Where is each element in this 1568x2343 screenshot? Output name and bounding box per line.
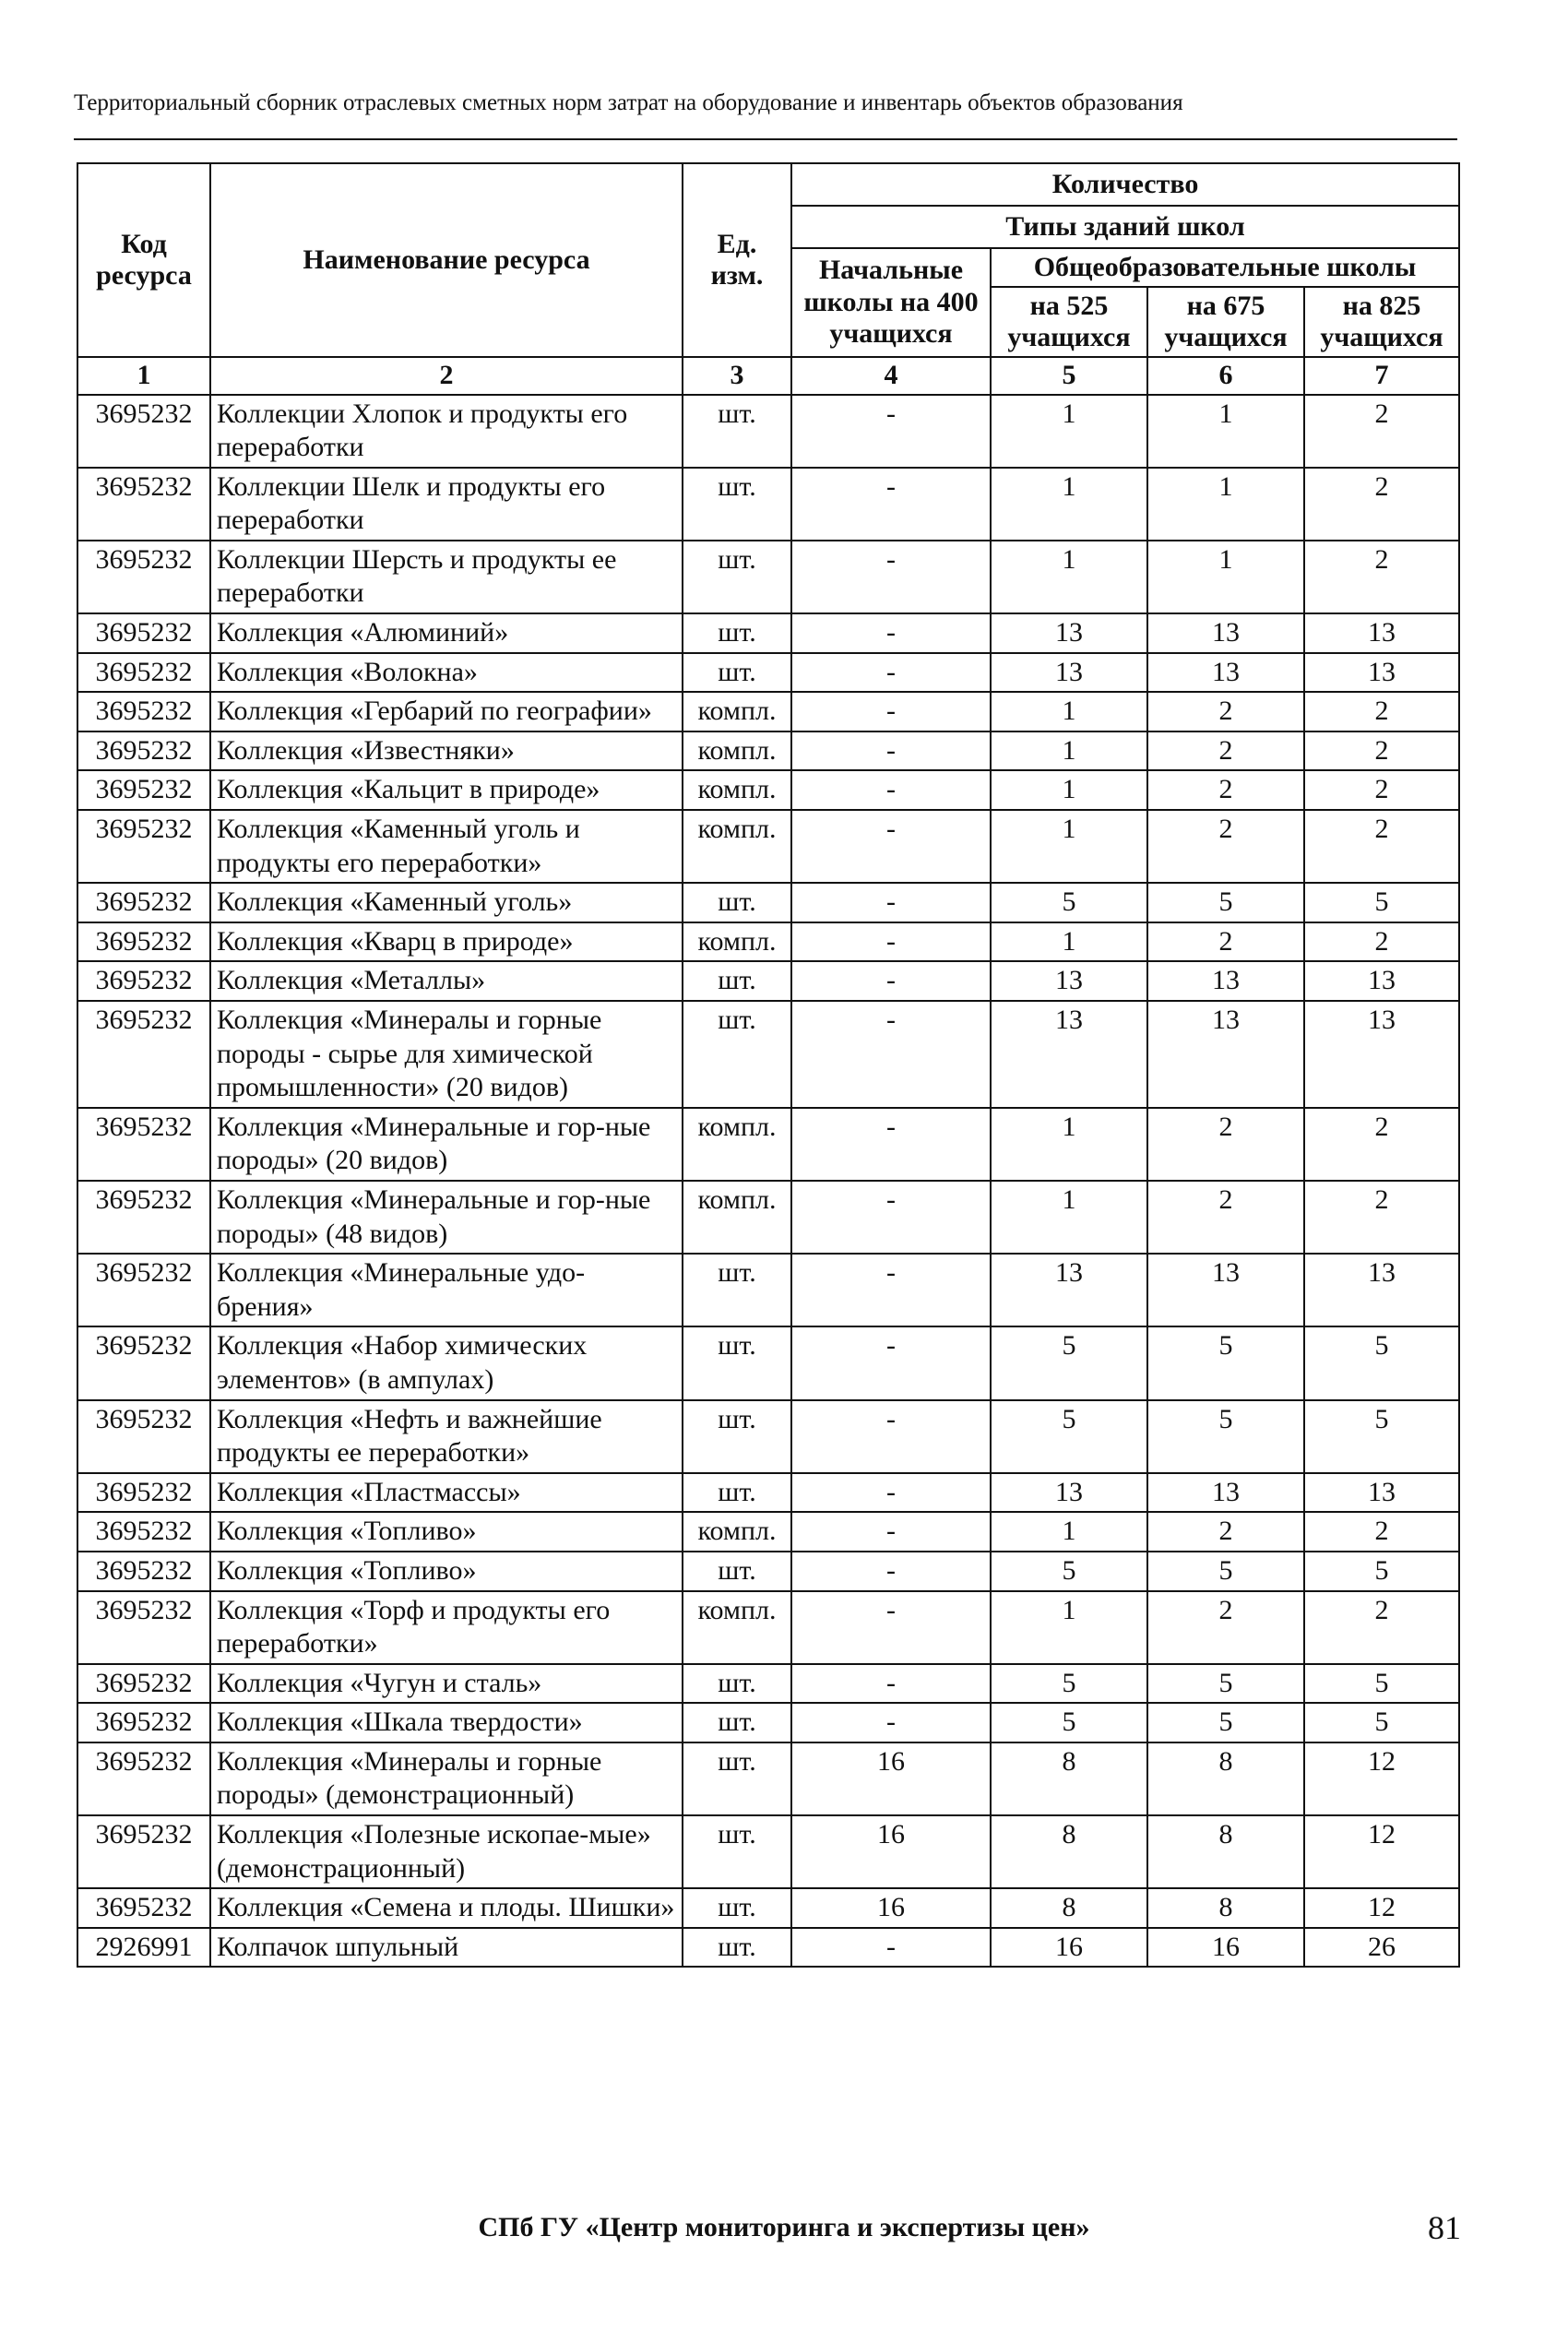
unit-cell: шт. [683, 1326, 791, 1399]
qty-675: 2 [1147, 1512, 1304, 1552]
qty-825: 2 [1304, 810, 1459, 883]
resource-code: 3695232 [77, 1400, 210, 1473]
header-unit: Ед. изм. [683, 163, 791, 357]
qty-400: 16 [791, 1742, 991, 1815]
unit-cell: шт. [683, 961, 791, 1001]
qty-400: - [791, 1473, 991, 1513]
qty-400: - [791, 1512, 991, 1552]
qty-675: 2 [1147, 922, 1304, 962]
qty-400: - [791, 1928, 991, 1968]
header-primary-school: Начальные школы на 400 учащихся [791, 248, 991, 357]
resource-name: Коллекция «Семена и плоды. Шишки» [210, 1888, 683, 1928]
qty-400: - [791, 653, 991, 693]
column-number-row [77, 357, 1459, 395]
qty-825: 5 [1304, 1664, 1459, 1704]
unit-cell: шт. [683, 1473, 791, 1513]
unit-cell: шт. [683, 541, 791, 613]
resource-code: 3695232 [77, 1254, 210, 1326]
unit-cell: шт. [683, 653, 791, 693]
qty-525: 13 [991, 961, 1147, 1001]
qty-525: 13 [991, 1254, 1147, 1326]
resource-code: 3695232 [77, 883, 210, 922]
qty-825: 2 [1304, 1591, 1459, 1664]
unit-cell: шт. [683, 1254, 791, 1326]
table-row [77, 1664, 1459, 1704]
resource-name: Коллекция «Известняки» [210, 731, 683, 771]
qty-400: 16 [791, 1888, 991, 1928]
resource-code: 3695232 [77, 1888, 210, 1928]
unit-cell: компл. [683, 770, 791, 810]
resource-name: Коллекция «Полезные ископае-мые» (демонстрационный) [210, 1815, 683, 1888]
resource-code: 3695232 [77, 395, 210, 468]
table-row [77, 1326, 1459, 1399]
qty-525: 1 [991, 395, 1147, 468]
qty-400: - [791, 613, 991, 653]
table-row [77, 883, 1459, 922]
resource-code: 3695232 [77, 1326, 210, 1399]
qty-525: 8 [991, 1815, 1147, 1888]
page-header-title: Территориальный сборник отраслевых сметных норм затрат на оборудование и инвентарь объектов образования [74, 90, 1183, 115]
column-number: 7 [1304, 357, 1459, 395]
table-row [77, 731, 1459, 771]
table-row [77, 613, 1459, 653]
resource-code: 3695232 [77, 1512, 210, 1552]
qty-825: 12 [1304, 1742, 1459, 1815]
qty-525: 1 [991, 922, 1147, 962]
resource-name: Коллекция «Кварц в природе» [210, 922, 683, 962]
qty-825: 5 [1304, 883, 1459, 922]
qty-825: 13 [1304, 653, 1459, 693]
qty-825: 5 [1304, 1552, 1459, 1591]
resource-name: Коллекция «Минеральные и гор-ные породы» (48 видов) [210, 1181, 683, 1254]
unit-cell: шт. [683, 395, 791, 468]
table-row [77, 1591, 1459, 1664]
qty-675: 13 [1147, 653, 1304, 693]
unit-cell: компл. [683, 922, 791, 962]
qty-675: 2 [1147, 1591, 1304, 1664]
qty-525: 1 [991, 1512, 1147, 1552]
qty-400: - [791, 692, 991, 731]
header-825: на 825 учащихся [1304, 287, 1459, 357]
unit-cell: шт. [683, 613, 791, 653]
unit-cell: шт. [683, 1928, 791, 1968]
resource-name: Коллекция «Волокна» [210, 653, 683, 693]
header-general-school: Общеобразовательные школы [991, 248, 1459, 287]
resource-code: 3695232 [77, 1181, 210, 1254]
unit-cell: компл. [683, 1181, 791, 1254]
qty-825: 2 [1304, 922, 1459, 962]
qty-825: 5 [1304, 1326, 1459, 1399]
qty-525: 1 [991, 1181, 1147, 1254]
qty-675: 1 [1147, 541, 1304, 613]
resource-name: Коллекция «Минеральные и гор-ные породы» (20 видов) [210, 1108, 683, 1181]
qty-400: - [791, 1254, 991, 1326]
header-divider [74, 138, 1457, 140]
qty-525: 1 [991, 468, 1147, 541]
qty-525: 1 [991, 541, 1147, 613]
unit-cell: шт. [683, 1001, 791, 1108]
header-name: Наименование ресурса [210, 163, 683, 357]
resource-name: Коллекция «Торф и продукты его переработки» [210, 1591, 683, 1664]
resource-name: Коллекция «Каменный уголь и продукты его переработки» [210, 810, 683, 883]
resource-code: 3695232 [77, 922, 210, 962]
qty-675: 5 [1147, 1664, 1304, 1704]
header-quantity: Количество [791, 163, 1459, 206]
qty-400: - [791, 961, 991, 1001]
qty-825: 12 [1304, 1815, 1459, 1888]
qty-675: 8 [1147, 1742, 1304, 1815]
table-row [77, 1181, 1459, 1254]
resource-code: 3695232 [77, 1473, 210, 1513]
qty-675: 16 [1147, 1928, 1304, 1968]
table-row [77, 1254, 1459, 1326]
qty-525: 1 [991, 692, 1147, 731]
unit-cell: компл. [683, 810, 791, 883]
qty-675: 5 [1147, 883, 1304, 922]
qty-825: 2 [1304, 731, 1459, 771]
qty-825: 13 [1304, 1254, 1459, 1326]
qty-675: 2 [1147, 770, 1304, 810]
unit-cell: компл. [683, 1108, 791, 1181]
resource-name: Коллекция «Металлы» [210, 961, 683, 1001]
resource-name: Коллекция «Чугун и сталь» [210, 1664, 683, 1704]
resource-name: Коллекция «Алюминий» [210, 613, 683, 653]
qty-675: 13 [1147, 1001, 1304, 1108]
qty-825: 2 [1304, 770, 1459, 810]
resource-name: Коллекция «Пластмассы» [210, 1473, 683, 1513]
qty-525: 8 [991, 1888, 1147, 1928]
table-row [77, 1400, 1459, 1473]
resource-name: Коллекция «Минеральные удо-брения» [210, 1254, 683, 1326]
resource-code: 3695232 [77, 1703, 210, 1742]
column-number: 6 [1147, 357, 1304, 395]
header-code: Код ресурса [77, 163, 210, 357]
qty-400: - [791, 1001, 991, 1108]
resource-code: 3695232 [77, 770, 210, 810]
resource-code: 3695232 [77, 692, 210, 731]
qty-525: 8 [991, 1742, 1147, 1815]
qty-825: 13 [1304, 613, 1459, 653]
table-row [77, 1928, 1459, 1968]
unit-cell: шт. [683, 883, 791, 922]
table-row [77, 1815, 1459, 1888]
resource-name: Коллекции Шерсть и продукты ее переработки [210, 541, 683, 613]
resource-code: 3695232 [77, 653, 210, 693]
qty-675: 2 [1147, 1108, 1304, 1181]
qty-400: - [791, 1400, 991, 1473]
resource-code: 3695232 [77, 1742, 210, 1815]
table-row [77, 1108, 1459, 1181]
unit-cell: шт. [683, 1400, 791, 1473]
header-building-types: Типы зданий школ [791, 206, 1459, 248]
qty-675: 13 [1147, 1473, 1304, 1513]
qty-675: 5 [1147, 1326, 1304, 1399]
footer-organization: СПб ГУ «Центр мониторинга и экспертизы цен» [478, 2212, 1090, 2242]
qty-525: 5 [991, 1703, 1147, 1742]
unit-cell: компл. [683, 692, 791, 731]
resource-code: 3695232 [77, 1108, 210, 1181]
unit-cell: шт. [683, 1742, 791, 1815]
table-row [77, 1888, 1459, 1928]
table-body [77, 395, 1459, 1968]
table-row [77, 692, 1459, 731]
qty-525: 1 [991, 810, 1147, 883]
resource-name: Коллекция «Каменный уголь» [210, 883, 683, 922]
qty-825: 26 [1304, 1928, 1459, 1968]
qty-400: - [791, 883, 991, 922]
column-number: 2 [210, 357, 683, 395]
qty-675: 5 [1147, 1400, 1304, 1473]
qty-675: 2 [1147, 1181, 1304, 1254]
resource-name: Колпачок шпульный [210, 1928, 683, 1968]
column-number: 4 [791, 357, 991, 395]
qty-675: 5 [1147, 1552, 1304, 1591]
table-row [77, 541, 1459, 613]
qty-675: 2 [1147, 692, 1304, 731]
resource-code: 3695232 [77, 541, 210, 613]
qty-825: 2 [1304, 1512, 1459, 1552]
qty-400: - [791, 1181, 991, 1254]
qty-400: - [791, 1108, 991, 1181]
resource-code: 3695232 [77, 961, 210, 1001]
qty-825: 2 [1304, 395, 1459, 468]
resource-name: Коллекции Хлопок и продукты его переработки [210, 395, 683, 468]
qty-525: 1 [991, 1108, 1147, 1181]
qty-825: 5 [1304, 1400, 1459, 1473]
resource-code: 3695232 [77, 1001, 210, 1108]
qty-675: 2 [1147, 810, 1304, 883]
table-row [77, 1512, 1459, 1552]
resource-name: Коллекция «Шкала твердости» [210, 1703, 683, 1742]
qty-400: - [791, 541, 991, 613]
resource-code: 3695232 [77, 613, 210, 653]
qty-825: 13 [1304, 961, 1459, 1001]
table-row [77, 922, 1459, 962]
resource-table [77, 162, 1460, 1968]
qty-825: 2 [1304, 541, 1459, 613]
resource-name: Коллекция «Минералы и горные породы» (демонстрационный) [210, 1742, 683, 1815]
qty-675: 1 [1147, 468, 1304, 541]
qty-525: 13 [991, 1001, 1147, 1108]
qty-825: 13 [1304, 1001, 1459, 1108]
table-row [77, 1742, 1459, 1815]
resource-name: Коллекция «Гербарий по географии» [210, 692, 683, 731]
qty-525: 16 [991, 1928, 1147, 1968]
resource-code: 2926991 [77, 1928, 210, 1968]
qty-675: 13 [1147, 961, 1304, 1001]
qty-525: 13 [991, 1473, 1147, 1513]
qty-400: - [791, 810, 991, 883]
qty-675: 5 [1147, 1703, 1304, 1742]
table-row [77, 1001, 1459, 1108]
qty-525: 5 [991, 1400, 1147, 1473]
qty-400: - [791, 1591, 991, 1664]
page-number: 81 [1428, 2209, 1461, 2246]
resource-name: Коллекция «Топливо» [210, 1552, 683, 1591]
qty-525: 5 [991, 1326, 1147, 1399]
resource-code: 3695232 [77, 1591, 210, 1664]
table-row [77, 395, 1459, 468]
unit-cell: шт. [683, 1664, 791, 1704]
resource-name: Коллекция «Минералы и горные породы - сырье для химической промышленности» (20 видов) [210, 1001, 683, 1108]
qty-825: 2 [1304, 692, 1459, 731]
qty-675: 8 [1147, 1888, 1304, 1928]
qty-525: 1 [991, 731, 1147, 771]
qty-400: - [791, 770, 991, 810]
qty-825: 12 [1304, 1888, 1459, 1928]
unit-cell: шт. [683, 1815, 791, 1888]
header-525: на 525 учащихся [991, 287, 1147, 357]
qty-825: 2 [1304, 468, 1459, 541]
table-row [77, 468, 1459, 541]
qty-400: - [791, 731, 991, 771]
resource-code: 3695232 [77, 810, 210, 883]
column-number: 1 [77, 357, 210, 395]
qty-525: 1 [991, 1591, 1147, 1664]
resource-code: 3695232 [77, 1815, 210, 1888]
table-header [77, 163, 1459, 395]
resource-name: Коллекция «Нефть и важнейшие продукты ее переработки» [210, 1400, 683, 1473]
qty-525: 1 [991, 770, 1147, 810]
qty-525: 5 [991, 883, 1147, 922]
qty-825: 13 [1304, 1473, 1459, 1513]
qty-400: - [791, 1326, 991, 1399]
qty-675: 13 [1147, 613, 1304, 653]
qty-400: - [791, 1552, 991, 1591]
qty-525: 13 [991, 613, 1147, 653]
qty-400: - [791, 1664, 991, 1704]
qty-525: 5 [991, 1664, 1147, 1704]
header-675: на 675 учащихся [1147, 287, 1304, 357]
unit-cell: шт. [683, 1888, 791, 1928]
resource-name: Коллекции Шелк и продукты его переработки [210, 468, 683, 541]
qty-675: 13 [1147, 1254, 1304, 1326]
qty-525: 13 [991, 653, 1147, 693]
qty-525: 5 [991, 1552, 1147, 1591]
qty-400: 16 [791, 1815, 991, 1888]
resource-code: 3695232 [77, 468, 210, 541]
table-row [77, 961, 1459, 1001]
resource-code: 3695232 [77, 1552, 210, 1591]
resource-name: Коллекция «Топливо» [210, 1512, 683, 1552]
unit-cell: шт. [683, 468, 791, 541]
table-row [77, 1703, 1459, 1742]
table-row [77, 1473, 1459, 1513]
unit-cell: компл. [683, 731, 791, 771]
qty-675: 2 [1147, 731, 1304, 771]
qty-400: - [791, 922, 991, 962]
resource-code: 3695232 [77, 731, 210, 771]
unit-cell: шт. [683, 1552, 791, 1591]
qty-400: - [791, 468, 991, 541]
table-row [77, 810, 1459, 883]
resource-code: 3695232 [77, 1664, 210, 1704]
column-number: 3 [683, 357, 791, 395]
table-row [77, 1552, 1459, 1591]
qty-400: - [791, 395, 991, 468]
resource-name: Коллекция «Набор химических элементов» (в ампулах) [210, 1326, 683, 1399]
unit-cell: компл. [683, 1591, 791, 1664]
qty-675: 1 [1147, 395, 1304, 468]
qty-825: 2 [1304, 1108, 1459, 1181]
qty-400: - [791, 1703, 991, 1742]
column-number: 5 [991, 357, 1147, 395]
table-row [77, 770, 1459, 810]
qty-825: 5 [1304, 1703, 1459, 1742]
unit-cell: шт. [683, 1703, 791, 1742]
qty-825: 2 [1304, 1181, 1459, 1254]
qty-675: 8 [1147, 1815, 1304, 1888]
table-row [77, 653, 1459, 693]
resource-name: Коллекция «Кальцит в природе» [210, 770, 683, 810]
unit-cell: компл. [683, 1512, 791, 1552]
